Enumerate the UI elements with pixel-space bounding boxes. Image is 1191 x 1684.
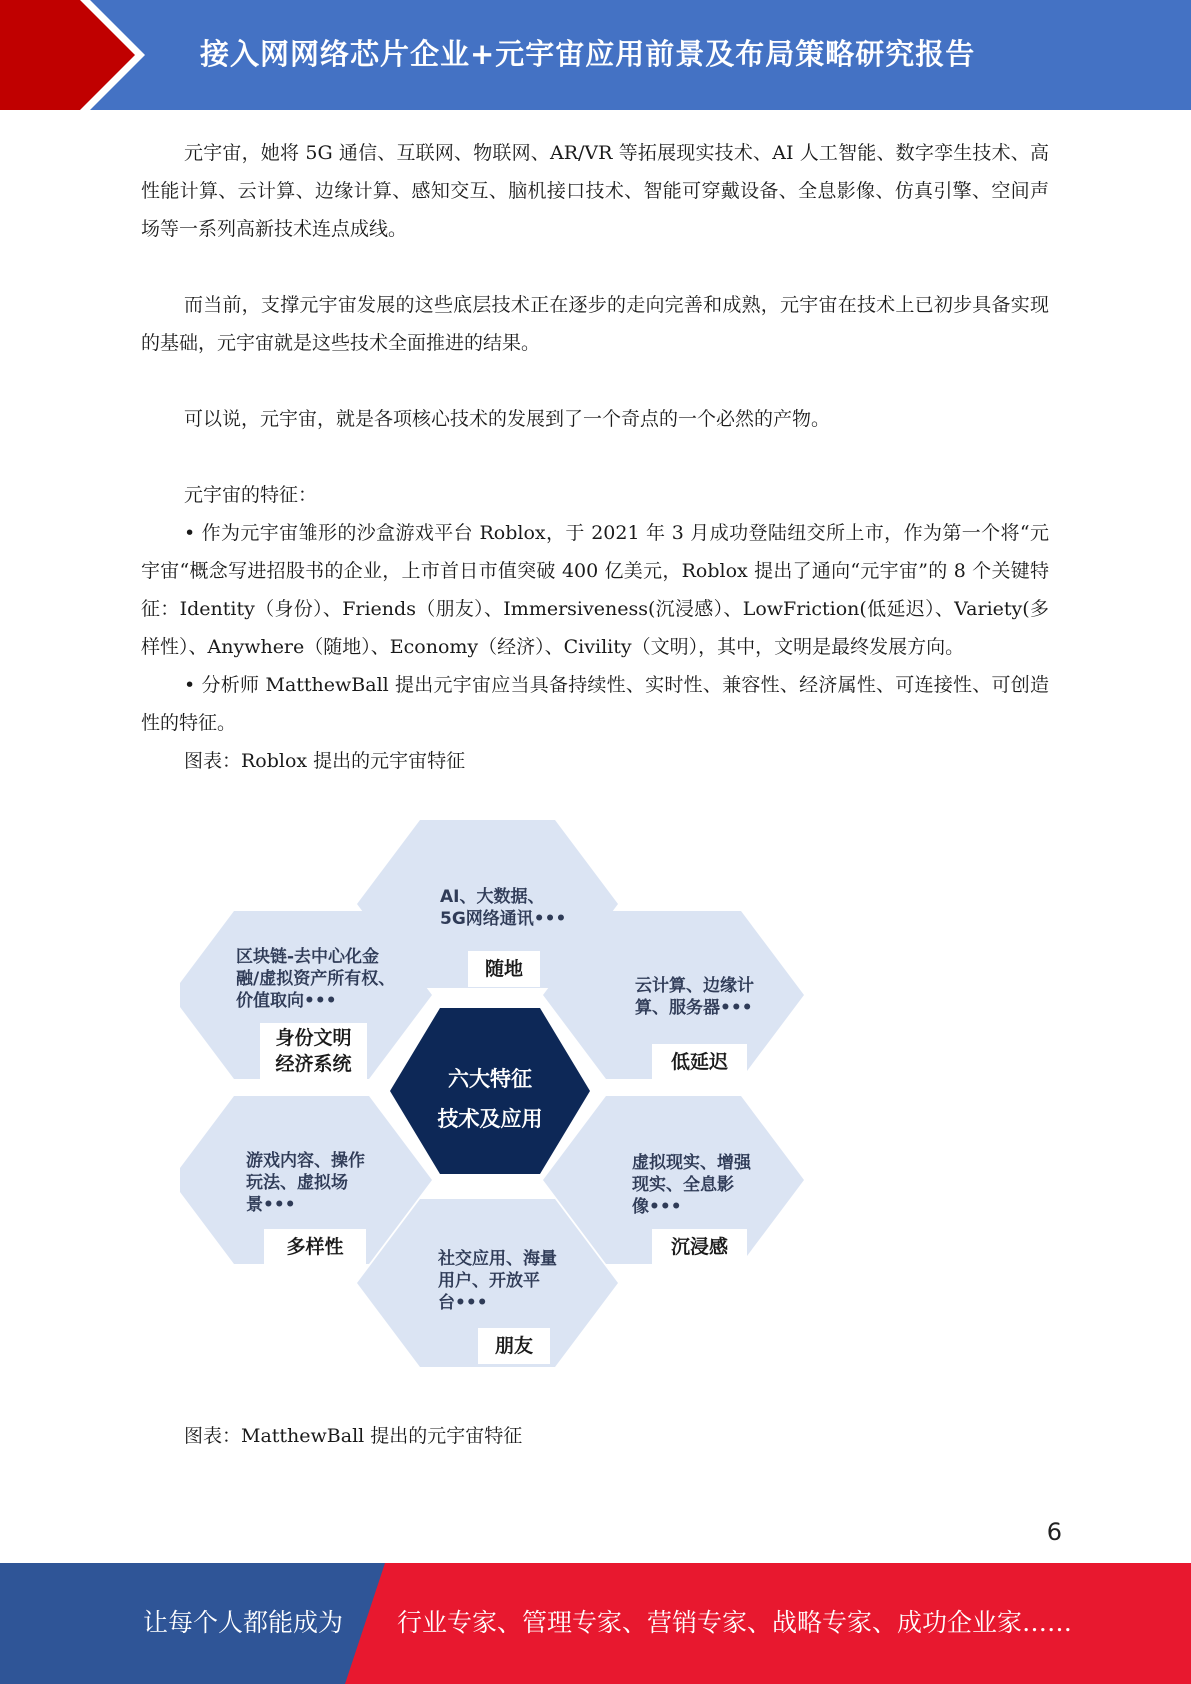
center-line-2: 技术及应用 <box>437 1107 543 1131</box>
hex-upper-right-desc-line: 算、服务器••• <box>635 998 753 1018</box>
hex-bottom-desc-line: 台••• <box>438 1293 488 1313</box>
hex-lower-left-label: 多样性 <box>264 1229 366 1265</box>
hex-lower-right-desc-line: 虚拟现实、增强 <box>632 1153 751 1173</box>
figure-caption-roblox: 图表：Roblox 提出的元宇宙特征 <box>184 750 466 772</box>
six-features-diagram <box>180 815 840 1375</box>
hex-lower-left-desc-line: 游戏内容、操作 <box>246 1151 365 1171</box>
hex-lower-left-desc <box>246 1150 365 1216</box>
hex-upper-left-desc-line: 融/虚拟资产所有权、 <box>236 969 396 989</box>
hex-top-desc-line: AI、大数据、 <box>440 887 545 907</box>
header-red-arrow <box>0 0 160 110</box>
hex-top-desc-line: 5G网络通讯••• <box>440 909 567 929</box>
hex-upper-right-desc-line: 云计算、边缘计 <box>635 976 754 996</box>
hex-upper-left-label-line: 身份文明 <box>275 1027 352 1049</box>
center-line-1: 六大特征 <box>448 1067 532 1091</box>
report-title: 接入网网络芯片企业+元宇宙应用前景及布局策略研究报告 <box>200 37 976 71</box>
paragraph-6: • 分析师 MatthewBall 提出元宇宙应当具备持续性、实时性、兼容性、经济属性、可连接性、可创造性的特征。 <box>141 674 1049 734</box>
hex-lower-right-label: 沉浸感 <box>652 1229 747 1265</box>
hex-top-label: 随地 <box>468 951 540 987</box>
hex-upper-left-desc <box>236 946 395 1012</box>
document-body <box>141 134 1049 780</box>
paragraph-2: 而当前，支撑元宇宙发展的这些底层技术正在逐步的走向完善和成熟，元宇宙在技术上已初步具备实现的基础，元宇宙就是这些技术全面推进的结果。 <box>141 294 1049 354</box>
hex-bottom-desc-line: 社交应用、海量 <box>438 1249 557 1269</box>
hex-bottom-desc <box>438 1248 557 1314</box>
paragraph-3: 可以说，元宇宙，就是各项核心技术的发展到了一个奇点的一个必然的产物。 <box>184 408 831 430</box>
hex-top-desc <box>440 886 566 930</box>
hex-upper-left-desc-line: 价值取向••• <box>236 991 337 1011</box>
hex-upper-right-desc <box>635 975 754 1019</box>
paragraph-1: 元宇宙，她将 5G 通信、互联网、物联网、AR/VR 等拓展现实技术、AI 人工智能、数字孪生技术、高性能计算、云计算、边缘计算、感知交互、脑机接口技术、智能可穿戴设备、全息影像、仿真引擎、空间声场等一系列高新技术连点成线。 <box>141 142 1049 240</box>
hex-upper-right-label: 低延迟 <box>652 1044 747 1080</box>
page-header <box>0 0 1191 110</box>
figure-caption-matthewball: 图表：MatthewBall 提出的元宇宙特征 <box>184 1425 523 1447</box>
hex-lower-right-desc-line: 像••• <box>632 1197 682 1217</box>
hex-lower-left-desc-line: 玩法、虚拟场 <box>246 1173 348 1193</box>
hex-lower-right-desc <box>632 1152 751 1218</box>
page-number: 6 <box>1046 1518 1062 1546</box>
paragraph-4: 元宇宙的特征： <box>184 484 318 506</box>
hex-upper-left-desc-line: 区块链-去中心化金 <box>236 947 380 967</box>
hex-lower-right-desc-line: 现实、全息影 <box>632 1175 734 1195</box>
hex-bottom-desc-line: 用户、开放平 <box>438 1271 540 1291</box>
hex-bottom-label: 朋友 <box>478 1328 550 1364</box>
footer-slogan-right: 行业专家、管理专家、营销专家、战略专家、成功企业家…… <box>397 1608 1073 1637</box>
paragraph-5: • 作为元宇宙雏形的沙盒游戏平台 Roblox，于 2021 年 3 月成功登陆纽交所上市，作为第一个将“元宇宙“概念写进招股书的企业，上市首日市值突破 400 亿美元，Roblox 提出了通向“元宇宙”的 8 个关键特征：Identity（身份）、Friends（朋友）、Immersiveness(沉浸感）、LowFriction(低延迟）、Variety(多样性）、Anywhere（随地）、Economy（经济）、Civility（文明），其中，文明是最终发展方向。 <box>141 522 1049 658</box>
hex-lower-left-desc-line: 景••• <box>246 1195 296 1215</box>
hex-upper-left-label-line: 经济系统 <box>275 1053 352 1075</box>
footer-slogan-left: 让每个人都能成为 <box>143 1608 344 1637</box>
hex-upper-left-label <box>260 1023 367 1079</box>
